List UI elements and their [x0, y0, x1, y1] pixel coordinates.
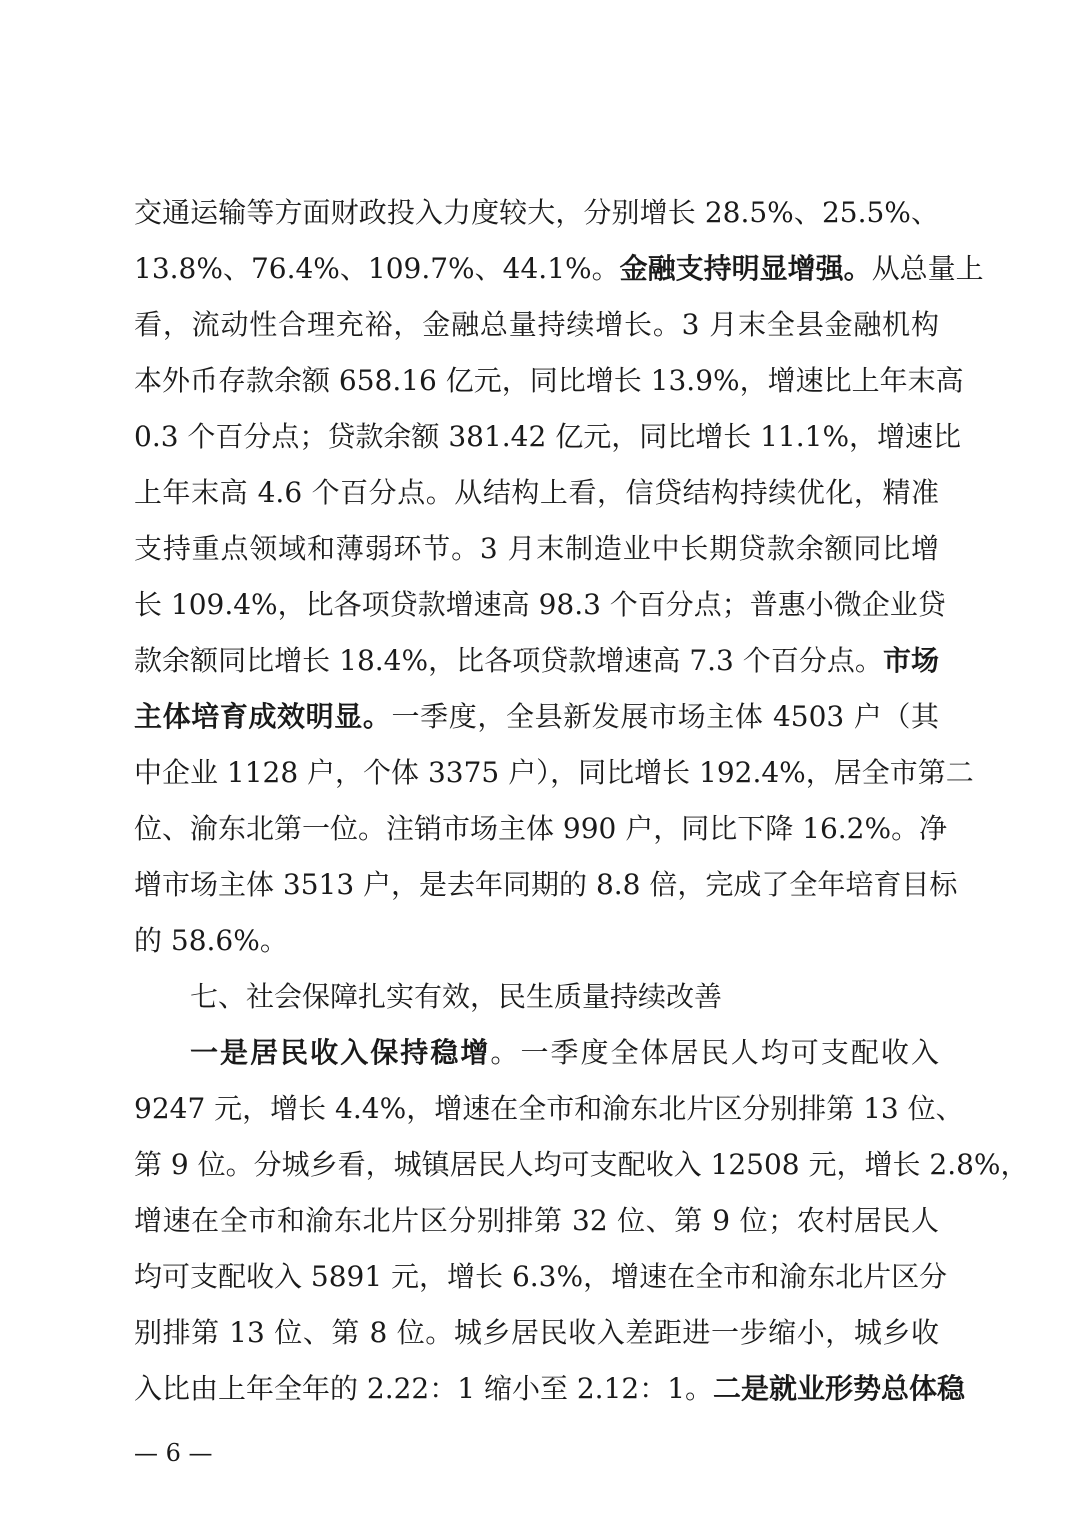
bold-topic: 金融支持明显增强。: [619, 252, 872, 285]
bold-topic: 市场: [882, 644, 939, 677]
body-line: 长 109.4%，比各项贷款增速高 98.3 个百分点；普惠小微企业贷: [134, 588, 946, 621]
body-line: 位、渝东北第一位。注销市场主体 990 户，同比下降 16.2%。净: [134, 812, 948, 845]
body-line: 入比由上年全年的 2.22：1 缩小至 2.12：1。二是就业形势总体稳: [134, 1372, 966, 1405]
body-line: 本外币存款余额 658.16 亿元，同比增长 13.9%，增速比上年末高: [134, 364, 964, 397]
body-line: 9247 元，增长 4.4%，增速在全市和渝东北片区分别排第 13 位、: [134, 1092, 964, 1125]
body-line: 的 58.6%。: [134, 924, 288, 957]
section-heading: 七、社会保障扎实有效，民生质量持续改善: [190, 980, 723, 1013]
bold-topic: 一是居民收入保持稳增: [190, 1036, 491, 1069]
bold-topic: 二是就业形势总体稳: [713, 1372, 966, 1405]
body-line: 款余额同比增长 18.4%，比各项贷款增速高 7.3 个百分点。市场: [134, 644, 939, 677]
page-number: — 6 —: [134, 1439, 213, 1467]
body-line: 主体培育成效明显。一季度，全县新发展市场主体 4503 户（其: [134, 700, 939, 733]
body-line: 0.3 个百分点；贷款余额 381.42 亿元，同比增长 11.1%，增速比: [134, 420, 962, 453]
body-line: 均可支配收入 5891 元，增长 6.3%，增速在全市和渝东北片区分: [134, 1260, 948, 1293]
bold-topic: 主体培育成效明显。: [134, 700, 392, 733]
body-line: 增速在全市和渝东北片区分别排第 32 位、第 9 位；农村居民人: [134, 1204, 939, 1237]
body-line: 一是居民收入保持稳增。一季度全体居民人均可支配收入: [190, 1036, 939, 1069]
body-line: 支持重点领域和薄弱环节。3 月末制造业中长期贷款余额同比增: [134, 532, 939, 565]
body-line: 中企业 1128 户，个体 3375 户），同比增长 192.4%，居全市第二: [134, 756, 974, 789]
body-line: 上年末高 4.6 个百分点。从结构上看，信贷结构持续优化，精准: [134, 476, 939, 509]
body-line: 增市场主体 3513 户，是去年同期的 8.8 倍，完成了全年培育目标: [134, 868, 958, 901]
body-line: 第 9 位。分城乡看，城镇居民人均可支配收入 12508 元，增长 2.8%，: [134, 1148, 1029, 1181]
body-line: 别排第 13 位、第 8 位。城乡居民收入差距进一步缩小，城乡收: [134, 1316, 939, 1349]
body-line: 交通运输等方面财政投入力度较大，分别增长 28.5%、25.5%、: [134, 196, 939, 229]
body-line: 13.8%、76.4%、109.7%、44.1%。金融支持明显增强。从总量上: [134, 252, 984, 285]
body-line: 看，流动性合理充裕，金融总量持续增长。3 月末全县金融机构: [134, 308, 939, 341]
